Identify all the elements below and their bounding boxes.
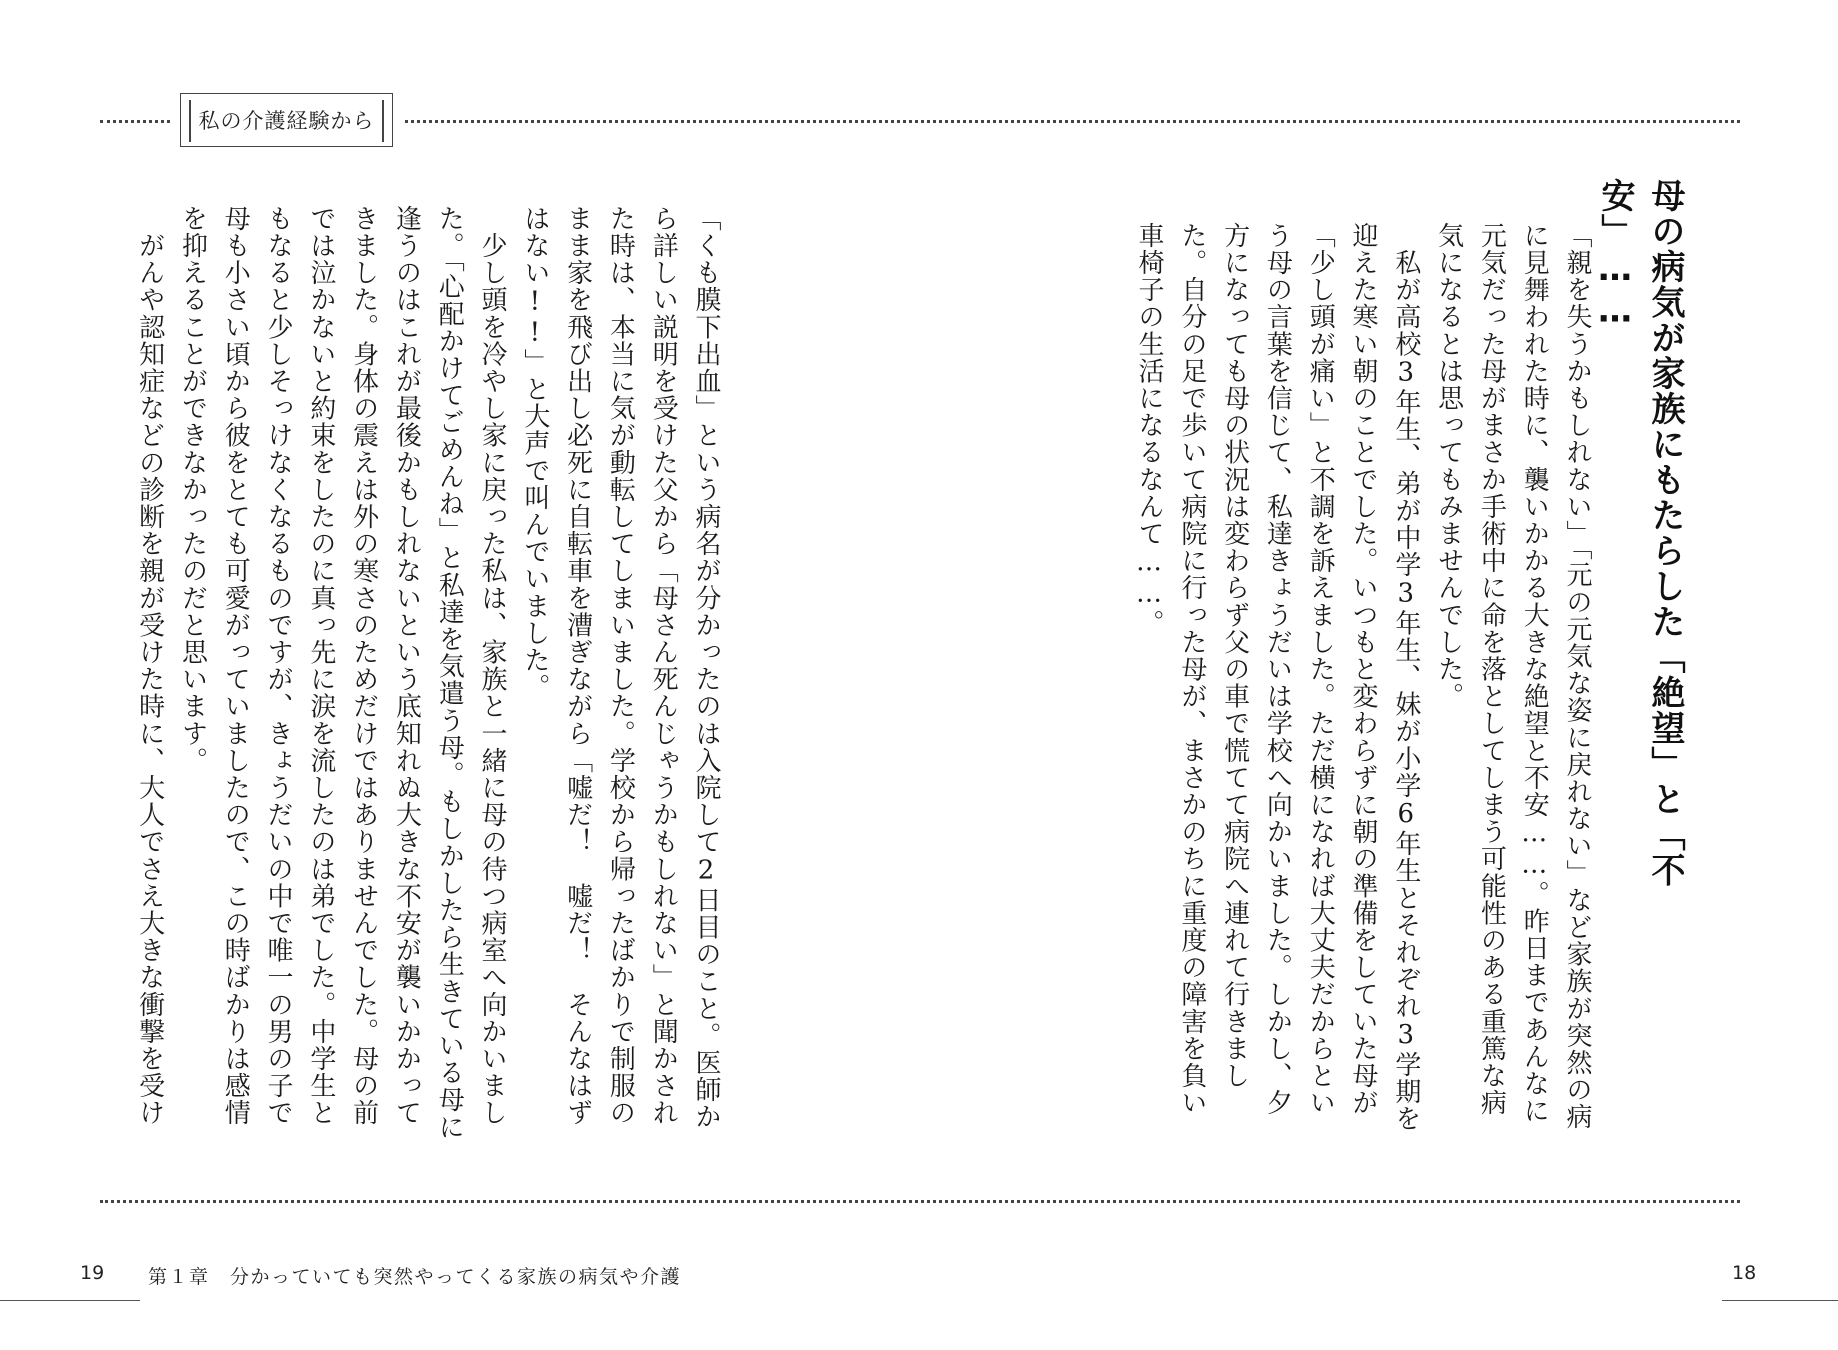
footer-underline-left [0,1300,140,1301]
chapter-running-title: 第１章 分かっていても突然やってくる家族の病気や介護 [148,1266,682,1288]
body-paragraph: 「くも膜下出血」という病名が分かったのは入院して2日目のこと。医師から詳しい説明を受けた父から「母さん死んじゃうかもしれない」と聞かされた時は、本当に気が動転してしまいました。学校から帰ったばかりで制服のまま家を飛び出し必死に自転車を漕ぎながら「嘘だ！ 嘘だ！ そんなはずはない!!」と大声で叫んでいました。 [519,205,721,1131]
footer-underline-right [1722,1300,1838,1301]
left-page-body [134,205,727,1145]
body-paragraph: 私が高校3年生、弟が中学3年生、妹が小学6年生とそれぞれ3学期を迎えた寒い朝のことでした。いつもと変わらずに朝の準備をしていた母が「少し頭が痛い」と不調を訴えました。ただ横になれば大丈夫だからという母の言葉を信じて、私達きょうだいは学校へ向かいました。しかし、夕方になっても母の状況は変わらず父の車で慌てて病院へ連れて行きました。自分の足で歩いて病院に行った母が、まさかのちに重度の障害を負い車椅子の生活になるなんて……。 [1134,222,1421,1133]
body-paragraph: 「親を失うかもしれない」「元の元気な姿に戻れない」など家族が突然の病に見舞われた時に、襲いかかる大きな絶望と不安……。昨日まであんなに元気だった母がまさか手術中に命を落としてしまう可能性のある重篤な病気になるとは思ってもみませんでした。 [1433,222,1592,1131]
section-header-label: 私の介護経験から [198,109,375,133]
page-number-right: 18 [1732,1262,1757,1284]
section-header-box [180,93,393,147]
page-number-left: 19 [80,1262,105,1284]
right-page-body [1075,222,1598,1142]
header-dotted-rule-right [405,120,1740,123]
article-heading: 母の病気が家族にもたらした「絶望」と「不安」…… [1595,178,1685,888]
left-page-footer [80,1262,681,1289]
header-dotted-rule-left [100,120,170,123]
body-paragraph: 少し頭を冷やし家に戻った私は、家族と一緒に母の待つ病室へ向かいました。「心配かけてごめんね」と私達を気遣う母。もしかしたら生きている母に逢うのはこれが最後かもしれないという底知れぬ大きな不安が襲いかかってきました。身体の震えは外の寒さのためだけではありませんでした。母の前では泣かないと約束をしたのに真っ先に涙を流したのは弟でした。中学生ともなると少しそっけなくなるものですが、きょうだいの中で唯一の男の子で母も小さい頃から彼をとても可愛がっていましたので、この時ばかりは感情を抑えることができなかったのだと思います。 [177,205,508,1141]
footer-dotted-rule [100,1200,1740,1203]
body-paragraph: がんや認知症などの診断を親が受けた時に、大人でさえ大きな衝撃を受け [134,205,165,1127]
